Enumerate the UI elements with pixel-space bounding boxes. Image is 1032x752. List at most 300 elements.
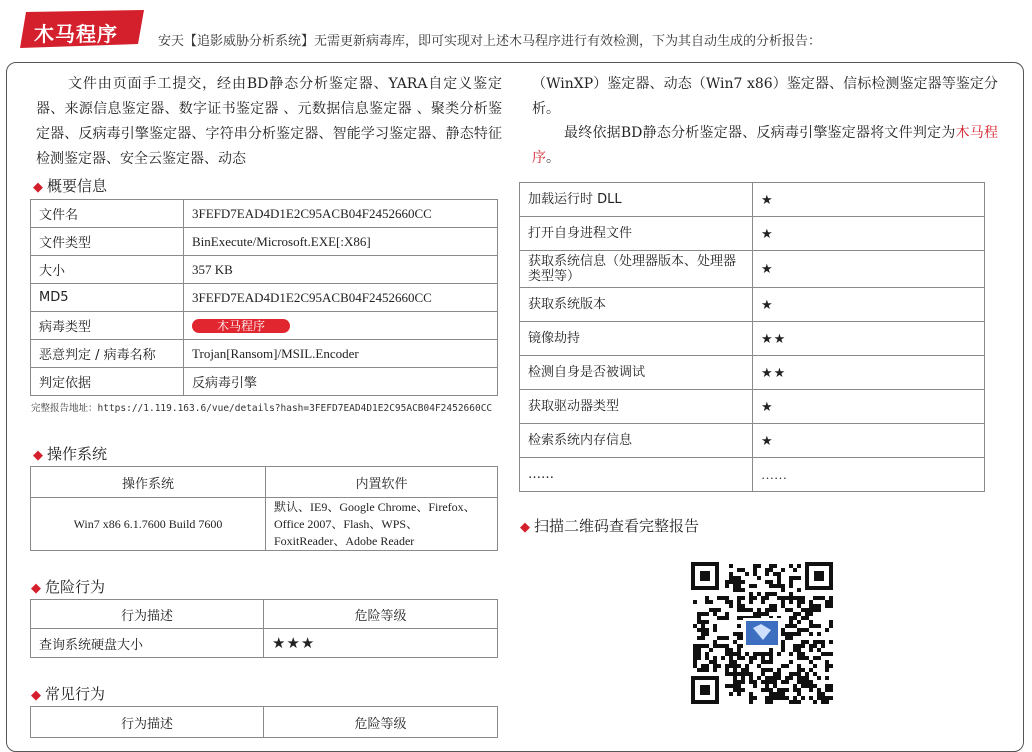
qr-module <box>725 636 729 640</box>
qr-module <box>765 592 769 596</box>
behavior-desc: 获取系统版本 <box>520 288 753 322</box>
qr-module <box>701 644 705 648</box>
qr-module <box>801 616 805 620</box>
qr-module <box>741 580 745 584</box>
diamond-icon: ◆ <box>33 180 43 195</box>
qr-module <box>697 648 701 652</box>
qr-module <box>813 640 817 644</box>
qr-module <box>805 612 809 616</box>
qr-module <box>789 596 793 600</box>
qr-module <box>741 608 745 612</box>
qr-module <box>721 636 725 640</box>
qr-module <box>789 576 793 580</box>
qr-module <box>809 680 813 684</box>
row-key: MD5 <box>31 284 184 312</box>
qr-module <box>773 572 777 576</box>
qr-module <box>717 608 721 612</box>
qr-module <box>737 568 741 572</box>
qr-module <box>725 644 729 648</box>
qr-module <box>769 568 773 572</box>
qr-module <box>745 668 749 672</box>
qr-module <box>765 580 769 584</box>
qr-module <box>741 676 745 680</box>
behavior-level: ★★★ <box>264 629 498 658</box>
table-header <box>31 707 498 738</box>
qr-module <box>801 684 805 688</box>
virus-type-badge: 木马程序 <box>192 319 290 333</box>
intro-paragraph-left: 文件由页面手工提交，经由BD静态分析鉴定器、YARA自定义鉴定器、来源信息鉴定器、数字证书鉴定器 、元数据信息鉴定器 、聚类分析鉴定器、反病毒引擎鉴定器、字符串分析鉴定器、智能学习鉴定器、静态特征检测鉴定器、安全云鉴定器、动态 <box>36 76 502 167</box>
qr-module <box>757 576 761 580</box>
diamond-icon: ◆ <box>31 688 41 703</box>
qr-module <box>825 660 829 664</box>
qr-module <box>797 588 801 592</box>
overview-table <box>30 199 498 396</box>
behaviors-table <box>519 182 985 492</box>
qr-module <box>789 580 793 584</box>
badge-label: 木马程序 <box>34 22 118 46</box>
qr-module <box>757 676 761 680</box>
qr-module <box>769 584 773 588</box>
qr-module <box>781 596 785 600</box>
qr-module <box>797 596 801 600</box>
qr-module <box>765 676 769 680</box>
qr-module <box>809 644 813 648</box>
software-value: 默认、IE9、Google Chrome、Firefox、Office 2007、Flash、WPS、FoxitReader、Adobe Reader <box>266 498 498 551</box>
qr-module <box>793 644 797 648</box>
qr-module <box>797 628 801 632</box>
qr-module <box>777 596 781 600</box>
qr-module <box>729 648 733 652</box>
qr-module <box>781 680 785 684</box>
qr-module <box>713 640 717 644</box>
qr-module <box>793 688 797 692</box>
intro-paragraph-right: （WinXP）鉴定器、动态（Win7 x86）鉴定器、信标检测鉴定器等鉴定分析。 <box>532 76 998 117</box>
table-row <box>520 322 985 356</box>
qr-module <box>729 672 733 676</box>
qr-module <box>697 668 701 672</box>
qr-module <box>733 588 737 592</box>
section-title: 危险行为 <box>45 578 106 596</box>
row-key: 病毒类型 <box>31 312 184 340</box>
qr-module <box>729 576 733 580</box>
qr-module <box>693 664 697 668</box>
qr-module <box>693 644 697 648</box>
behavior-level: ★ <box>753 424 985 458</box>
qr-module <box>793 576 797 580</box>
qr-module <box>829 604 833 608</box>
row-value: 357 KB <box>184 256 498 284</box>
qr-module <box>749 676 753 680</box>
qr-module <box>769 688 773 692</box>
qr-module <box>757 612 761 616</box>
table-row <box>520 424 985 458</box>
qr-module <box>825 688 829 692</box>
qr-module <box>813 624 817 628</box>
qr-module <box>737 632 741 636</box>
qr-module <box>817 688 821 692</box>
qr-module <box>761 596 765 600</box>
qr-module <box>785 680 789 684</box>
qr-module <box>729 684 733 688</box>
qr-module <box>741 604 745 608</box>
qr-module <box>797 672 801 676</box>
qr-module <box>693 600 697 604</box>
qr-module <box>781 568 785 572</box>
qr-module <box>789 584 793 588</box>
qr-module <box>769 604 773 608</box>
qr-module <box>829 600 833 604</box>
qr-module <box>809 624 813 628</box>
qr-module <box>733 684 737 688</box>
behavior-desc: 检索系统内存信息 <box>520 424 753 458</box>
table-row <box>31 200 498 228</box>
qr-module <box>809 612 813 616</box>
qr-module <box>825 684 829 688</box>
qr-module <box>737 616 741 620</box>
qr-module <box>793 616 797 620</box>
qr-module <box>701 624 705 628</box>
qr-module <box>789 676 793 680</box>
qr-module <box>733 576 737 580</box>
qr-module <box>737 624 741 628</box>
table-row <box>520 217 985 251</box>
qr-module <box>761 656 765 660</box>
qr-module <box>805 676 809 680</box>
diamond-icon: ◆ <box>31 581 41 596</box>
qr-module <box>745 652 749 656</box>
qr-module <box>733 668 737 672</box>
qr-module <box>825 604 829 608</box>
header-level: 危险等级 <box>264 707 498 738</box>
qr-module <box>777 668 781 672</box>
table-row <box>31 256 498 284</box>
qr-module <box>781 688 785 692</box>
qr-module <box>721 656 725 660</box>
qr-module <box>813 596 817 600</box>
section-common <box>31 683 105 704</box>
qr-module <box>829 688 833 692</box>
qr-module <box>749 700 753 704</box>
qr-module <box>697 636 701 640</box>
qr-module <box>713 608 717 612</box>
qr-module <box>725 668 729 672</box>
qr-module <box>769 680 773 684</box>
qr-module <box>817 624 821 628</box>
qr-module <box>777 572 781 576</box>
qr-module <box>709 608 713 612</box>
qr-module <box>813 664 817 668</box>
qr-module <box>737 652 741 656</box>
qr-module <box>765 684 769 688</box>
behavior-desc: 加载运行时 DLL <box>520 183 753 217</box>
qr-module <box>705 600 709 604</box>
qr-module <box>817 696 821 700</box>
qr-module <box>797 688 801 692</box>
qr-module <box>717 596 721 600</box>
qr-module <box>737 688 741 692</box>
qr-module <box>713 612 717 616</box>
row-value: BinExecute/Microsoft.EXE[:X86] <box>184 228 498 256</box>
verdict-highlight: 木马程序 <box>532 125 999 166</box>
qr-module <box>813 608 817 612</box>
qr-module <box>729 600 733 604</box>
table-row <box>520 251 985 288</box>
qr-module <box>781 640 785 644</box>
qr-module <box>829 624 833 628</box>
qr-module <box>797 604 801 608</box>
qr-module <box>829 596 833 600</box>
table-row <box>31 368 498 396</box>
qr-module <box>765 688 769 692</box>
behavior-level: ★ <box>753 183 985 217</box>
qr-module <box>745 572 749 576</box>
qr-module <box>721 596 725 600</box>
qr-module <box>781 628 785 632</box>
row-key: 文件类型 <box>31 228 184 256</box>
qr-module <box>749 596 753 600</box>
qr-module <box>765 608 769 612</box>
qr-module <box>801 628 805 632</box>
qr-module <box>817 640 821 644</box>
qr-module <box>713 656 717 660</box>
common-table <box>30 706 498 738</box>
section-dangerous <box>31 576 105 597</box>
qr-module <box>725 584 729 588</box>
qr-module <box>785 676 789 680</box>
qr-module <box>825 668 829 672</box>
verdict-suffix: 。 <box>546 150 560 166</box>
qr-module <box>801 640 805 644</box>
behavior-level: ★★ <box>753 322 985 356</box>
qr-module <box>813 684 817 688</box>
qr-module <box>817 632 821 636</box>
qr-module <box>741 596 745 600</box>
qr-module <box>737 644 741 648</box>
qr-module <box>729 604 733 608</box>
qr-module <box>769 592 773 596</box>
row-value: 3FEFD7EAD4D1E2C95ACB04F2452660CC <box>184 200 498 228</box>
qr-module <box>789 616 793 620</box>
qr-module <box>809 632 813 636</box>
qr-module <box>813 604 817 608</box>
qr-module <box>785 688 789 692</box>
qr-module <box>821 700 825 704</box>
qr-module <box>749 656 753 660</box>
qr-module <box>729 580 733 584</box>
qr-module <box>797 668 801 672</box>
qr-module <box>781 692 785 696</box>
qr-module <box>785 624 789 628</box>
section-title: 操作系统 <box>47 445 108 463</box>
qr-module <box>773 684 777 688</box>
os-value: Win7 x86 6.1.7600 Build 7600 <box>31 498 266 551</box>
qr-module <box>797 676 801 680</box>
qr-module <box>781 648 785 652</box>
qr-module <box>733 640 737 644</box>
qr-module <box>809 620 813 624</box>
qr-module <box>725 672 729 676</box>
qr-module <box>817 604 821 608</box>
qr-module <box>769 656 773 660</box>
qr-module <box>741 668 745 672</box>
qr-module <box>769 564 773 568</box>
qr-module <box>749 672 753 676</box>
qr-module <box>701 632 705 636</box>
qr-module <box>729 652 733 656</box>
qr-module <box>737 664 741 668</box>
behavior-desc: 检测自身是否被调试 <box>520 356 753 390</box>
qr-module <box>797 632 801 636</box>
qr-module <box>773 584 777 588</box>
qr-module <box>801 656 805 660</box>
row-value: Trojan[Ransom]/MSIL.Encoder <box>184 340 498 368</box>
qr-module <box>741 656 745 660</box>
qr-module <box>753 656 757 660</box>
qr-module <box>809 648 813 652</box>
qr-module <box>737 608 741 612</box>
qr-module <box>741 680 745 684</box>
qr-module <box>789 624 793 628</box>
qr-module <box>701 636 705 640</box>
qr-module <box>749 600 753 604</box>
qr-module <box>797 664 801 668</box>
qr-module <box>809 684 813 688</box>
qr-module <box>733 688 737 692</box>
qr-module <box>729 656 733 660</box>
qr-module <box>825 700 829 704</box>
qr-module <box>829 652 833 656</box>
qr-module <box>757 652 761 656</box>
qr-module <box>729 572 733 576</box>
qr-module <box>797 680 801 684</box>
qr-module <box>789 600 793 604</box>
qr-module <box>717 664 721 668</box>
qr-module <box>809 688 813 692</box>
qr-module <box>781 604 785 608</box>
qr-module <box>753 696 757 700</box>
qr-module <box>769 668 773 672</box>
qr-module <box>733 580 737 584</box>
qr-module <box>781 644 785 648</box>
qr-module <box>757 592 761 596</box>
qr-module <box>761 652 765 656</box>
qr-module <box>713 628 717 632</box>
qr-module <box>809 668 813 672</box>
behavior-level: ★ <box>753 251 985 288</box>
os-table <box>30 466 498 551</box>
report-url[interactable]: 完整报告地址：https://1.119.163.6/vue/details?hash=3FEFD7EAD4D1E2C95ACB04F2452660CC <box>31 403 493 414</box>
qr-module <box>789 636 793 640</box>
qr-module <box>777 584 781 588</box>
qr-module <box>781 632 785 636</box>
qr-module <box>697 620 701 624</box>
table-row <box>31 629 498 658</box>
qr-module <box>781 588 785 592</box>
table-row <box>31 284 498 312</box>
qr-module <box>765 612 769 616</box>
qr-module <box>737 588 741 592</box>
diamond-icon: ◆ <box>33 448 43 463</box>
qr-module <box>797 600 801 604</box>
qr-module <box>821 696 825 700</box>
qr-module <box>825 696 829 700</box>
qr-module <box>829 620 833 624</box>
qr-module <box>773 676 777 680</box>
qr-module <box>777 696 781 700</box>
qr-module <box>797 652 801 656</box>
qr-module <box>713 664 717 668</box>
qr-module <box>765 696 769 700</box>
qr-module <box>789 660 793 664</box>
qr-module <box>773 680 777 684</box>
qr-module <box>801 608 805 612</box>
qr-module <box>733 664 737 668</box>
qr-module <box>793 624 797 628</box>
qr-module <box>753 572 757 576</box>
qr-module <box>765 660 769 664</box>
qr-module <box>789 608 793 612</box>
qr-module <box>793 612 797 616</box>
qr-module <box>825 600 829 604</box>
qr-module <box>717 616 721 620</box>
qr-module <box>737 648 741 652</box>
behavior-desc: 查询系统硬盘大小 <box>31 629 264 658</box>
row-key: 恶意判定 / 病毒名称 <box>31 340 184 368</box>
behavior-desc: 获取驱动器类型 <box>520 390 753 424</box>
qr-module <box>705 628 709 632</box>
qr-module <box>709 600 713 604</box>
qr-module <box>737 580 741 584</box>
qr-module <box>809 660 813 664</box>
qr-module <box>825 676 829 680</box>
qr-module <box>693 648 697 652</box>
qr-module <box>693 652 697 656</box>
qr-module <box>733 680 737 684</box>
qr-module <box>765 596 769 600</box>
qr-module <box>801 680 805 684</box>
qr-module <box>773 692 777 696</box>
qr-module <box>781 696 785 700</box>
qr-module <box>781 600 785 604</box>
qr-module <box>725 600 729 604</box>
trojan-badge <box>20 10 146 48</box>
qr-caption-text: 扫描二维码查看完整报告 <box>534 517 700 535</box>
qr-module <box>725 684 729 688</box>
qr-caption <box>520 515 699 536</box>
qr-module <box>717 636 721 640</box>
qr-module <box>773 592 777 596</box>
qr-module <box>829 684 833 688</box>
table-row <box>520 458 985 492</box>
qr-module <box>705 644 709 648</box>
qr-module <box>725 596 729 600</box>
qr-module <box>701 628 705 632</box>
qr-module <box>797 648 801 652</box>
table-row <box>520 183 985 217</box>
qr-module <box>821 652 825 656</box>
qr-module <box>725 616 729 620</box>
qr-module <box>789 700 793 704</box>
qr-module <box>749 592 753 596</box>
section-title: 常见行为 <box>45 685 106 703</box>
qr-module <box>701 668 705 672</box>
table-row <box>31 312 498 340</box>
header-software: 内置软件 <box>266 467 498 498</box>
qr-module <box>713 668 717 672</box>
qr-module <box>789 564 793 568</box>
table-row <box>31 498 498 551</box>
qr-code-icon[interactable] <box>691 562 833 704</box>
